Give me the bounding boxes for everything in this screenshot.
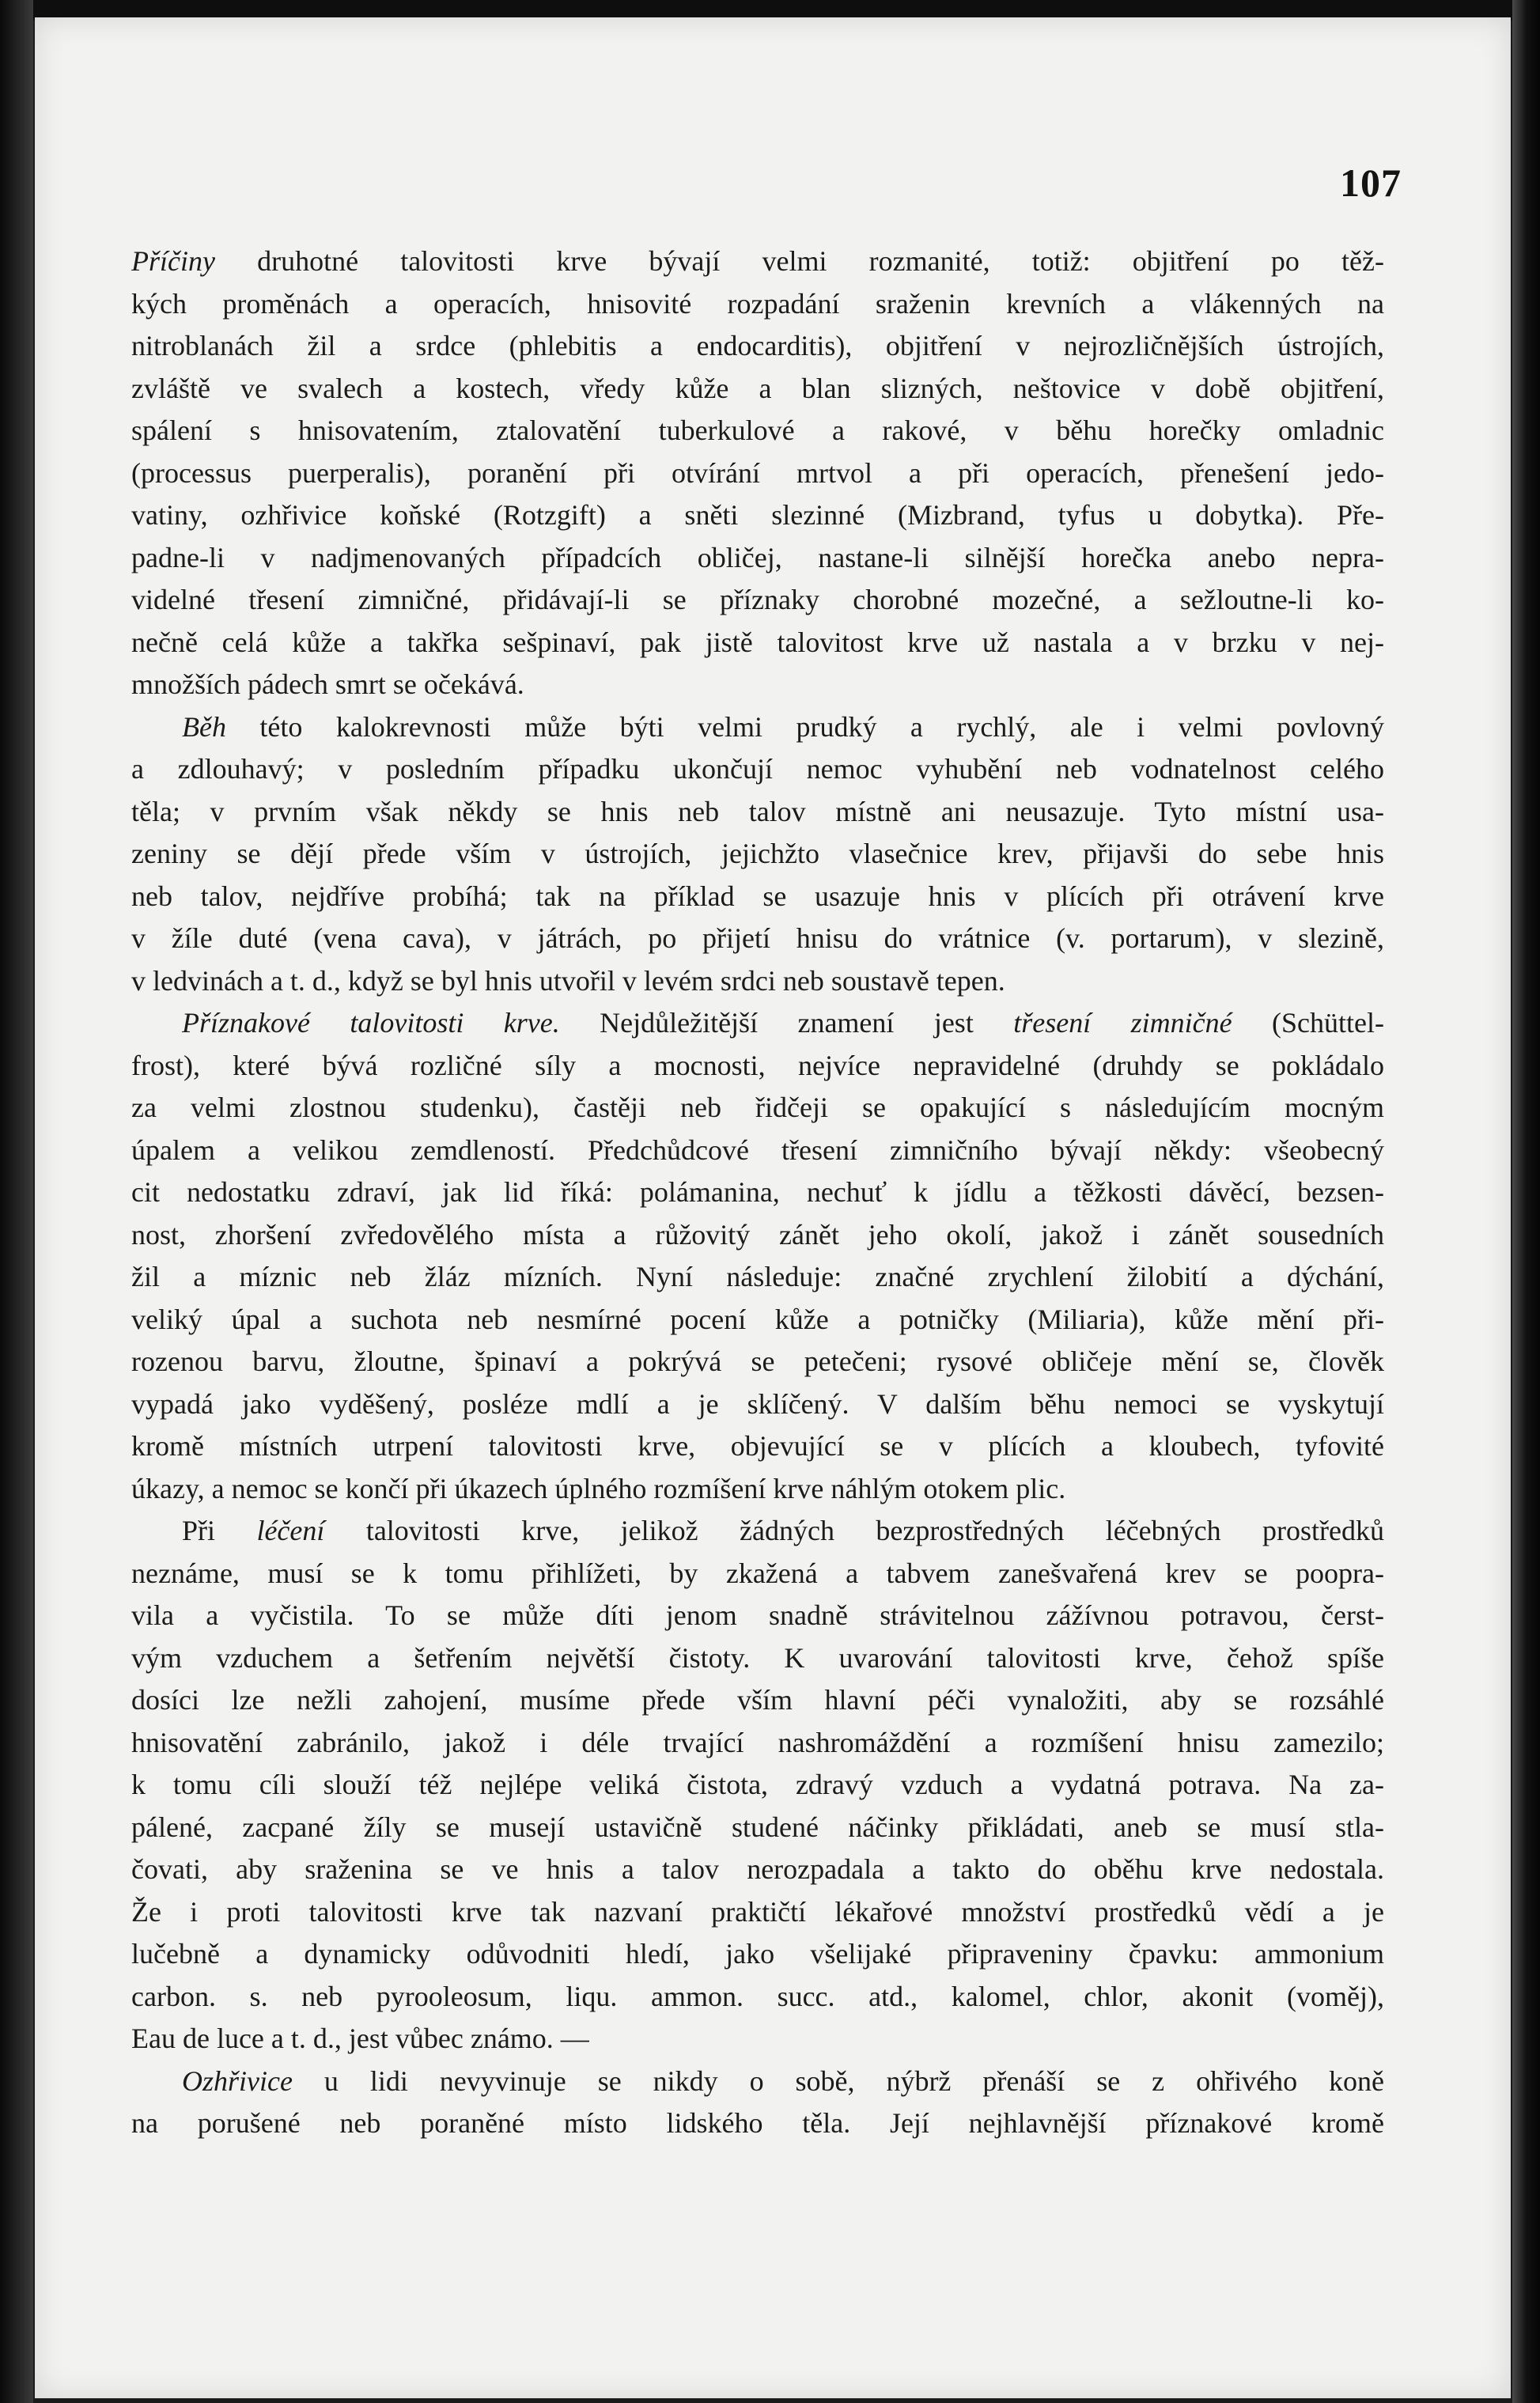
line-text: lučebně a dynamicky odůvodniti hledí, jako všelijaké připraveniny čpavku: ammonium bbox=[131, 1938, 1384, 1970]
text-line bbox=[131, 918, 1384, 960]
text-line bbox=[131, 1764, 1384, 1807]
text-line bbox=[131, 1679, 1384, 1722]
italic-term: třesení zimničné bbox=[1013, 1007, 1232, 1039]
line-text: Při bbox=[182, 1515, 257, 1546]
line-text: Že i proti talovitosti krve tak nazvaní praktičtí lékařové množství prostředků vědí a je bbox=[131, 1895, 1384, 1928]
book-page bbox=[35, 17, 1511, 2398]
italic-term: léčení bbox=[256, 1515, 325, 1546]
line-text: úpalem a velikou zemdleností. Předchůdcové třesení zimničního bývají někdy: všeobecný bbox=[131, 1133, 1384, 1166]
line-text: cit nedostatku zdraví, jak lid říká: polámanina, nechuť k jídlu a těžkosti dávěcí, bezsen- bbox=[131, 1176, 1384, 1208]
text-line bbox=[131, 1256, 1384, 1299]
text-line bbox=[131, 1807, 1384, 1849]
text-line bbox=[131, 452, 1384, 495]
line-text: úkazy, a nemoc se končí při úkazech úplného rozmíšení krve náhlým otokem plic. bbox=[131, 1472, 1066, 1504]
line-text: videlné třesení zimničné, přidávají-li se příznaky chorobné mozečné, a sežloutne-li ko- bbox=[131, 584, 1384, 615]
text-line bbox=[131, 1595, 1384, 1637]
text-line bbox=[131, 748, 1384, 791]
text-line bbox=[131, 537, 1384, 580]
text-line bbox=[131, 283, 1384, 326]
line-text: (Schüttel- bbox=[1232, 1007, 1384, 1039]
text-line bbox=[131, 1425, 1384, 1468]
line-text: vila a vyčistila. To se může díti jenom snadně strávitelnou zážívnou potravou, čerst- bbox=[131, 1599, 1384, 1631]
paragraph-beh bbox=[131, 706, 1384, 1003]
text-line bbox=[131, 1214, 1384, 1257]
line-text: za velmi zlostnou studenku), častěji neb řidčeji se opakující s následujícím mocným bbox=[131, 1092, 1384, 1123]
text-line bbox=[131, 960, 1384, 1003]
line-text: rozenou barvu, žloutne, špinaví a pokrývá se petečeni; rysové obličeje mění se, člověk bbox=[131, 1345, 1384, 1377]
line-text: pálené, zacpané žíly se musejí ustavičně studené náčinky přikládati, aneb se musí stla- bbox=[131, 1811, 1384, 1843]
line-text: nost, zhoršení zvředovělého místa a růžovitý zánět jeho okolí, jakož i zánět sousedních bbox=[131, 1218, 1384, 1251]
paragraph-priznakove bbox=[131, 1002, 1384, 1510]
line-text: na porušené neb poraněné místo lidského těla. Její nejhlavnější příznakové kromě bbox=[131, 2107, 1384, 2139]
text-line bbox=[131, 2061, 1384, 2103]
line-text: kromě místních utrpení talovitosti krve, objevující se v plících a kloubech, tyfovité bbox=[131, 1430, 1384, 1462]
line-text: a zdlouhavý; v posledním případku ukončují nemoc vyhubění neb vodnatelnost celého bbox=[131, 753, 1384, 785]
line-text: zvláště ve svalech a kostech, vředy kůže a blan slizných, neštovice v době objitření, bbox=[131, 372, 1384, 404]
text-line bbox=[131, 368, 1384, 411]
text-line bbox=[131, 579, 1384, 622]
text-line bbox=[131, 1637, 1384, 1680]
italic-term: Ozhřivice bbox=[182, 2064, 293, 2097]
text-line bbox=[131, 1171, 1384, 1214]
text-line bbox=[131, 1341, 1384, 1383]
text-line bbox=[131, 494, 1384, 537]
line-text: vým vzduchem a šetřením největší čistoty. K uvarování talovitosti krve, čehož spíše bbox=[131, 1641, 1384, 1674]
paragraph-priciny bbox=[131, 240, 1384, 706]
text-line bbox=[131, 1933, 1384, 1976]
line-text: vypadá jako vyděšený, posléze mdlí a je sklíčený. V dalším běhu nemoci se vyskytují bbox=[131, 1387, 1384, 1420]
line-text: u lidi nevyvinuje se nikdy o sobě, nýbrž přenáší se z ohřivého koně bbox=[292, 2064, 1384, 2097]
text-line bbox=[131, 1468, 1384, 1511]
line-text: talovitosti krve, jelikož žádných bezprostředných léčebných prostředků bbox=[324, 1515, 1384, 1546]
paragraph-ozhrivice bbox=[131, 2061, 1384, 2145]
line-text: (processus puerperalis), poranění při otvírání mrtvol a při operacích, přenešení jedo- bbox=[131, 456, 1384, 489]
text-line bbox=[131, 1130, 1384, 1172]
text-line bbox=[131, 1045, 1384, 1088]
text-line bbox=[131, 1087, 1384, 1130]
text-line bbox=[131, 2018, 1384, 2061]
text-line bbox=[131, 664, 1384, 706]
text-line bbox=[131, 791, 1384, 834]
line-text: Eau de luce a t. d., jest vůbec známo. — bbox=[131, 2023, 589, 2054]
text-line bbox=[131, 1849, 1384, 1891]
line-text: spálení s hnisovatením, ztalovatění tuberkulové a rakové, v běhu horečky omladnic bbox=[131, 414, 1384, 446]
line-text: v ledvinách a t. d., když se byl hnis utvořil v levém srdci neb soustavě tepen. bbox=[131, 964, 1005, 997]
line-text: těla; v prvním však někdy se hnis neb talov místně ani neusazuje. Tyto místní usa- bbox=[131, 795, 1384, 827]
text-line bbox=[131, 410, 1384, 452]
text-line bbox=[131, 622, 1384, 664]
text-body bbox=[131, 240, 1384, 2145]
line-text: zeniny se dějí přede vším v ústrojích, jejichžto vlasečnice krev, přijavši do sebe hnis bbox=[131, 838, 1384, 869]
text-line bbox=[131, 1002, 1384, 1045]
line-text: veliký úpal a suchota neb nesmírné pocení kůže a potničky (Miliaria), kůže mění při- bbox=[131, 1303, 1384, 1335]
italic-term: Příčiny bbox=[131, 245, 215, 277]
scan-border-left bbox=[0, 0, 33, 2403]
text-line bbox=[131, 1510, 1384, 1553]
line-text: padne-li v nadjmenovaných případcích obličej, nastane-li silnější horečka anebo nepra- bbox=[131, 541, 1384, 573]
line-text: dosíci lze nežli zahojení, musíme přede vším hlavní péči vynaložiti, aby se rozsáhlé bbox=[131, 1684, 1384, 1716]
line-text: neznáme, musí se k tomu přihlížeti, by zkažená a tabvem zanešvařená krev se poopra- bbox=[131, 1557, 1384, 1589]
text-line bbox=[131, 1383, 1384, 1426]
line-text: kých proměnách a operacích, hnisovité rozpadání sraženin krevních a vlákenných na bbox=[131, 287, 1384, 320]
line-text: neb talov, nejdříve probíhá; tak na příklad se usazuje hnis v plících při otrávení krve bbox=[131, 880, 1384, 912]
text-line bbox=[131, 1891, 1384, 1934]
scan-border-right bbox=[1512, 0, 1540, 2403]
text-line bbox=[131, 1976, 1384, 2019]
text-line bbox=[131, 240, 1384, 283]
text-line bbox=[131, 706, 1384, 749]
italic-term: Příznakové talovitosti krve. bbox=[182, 1007, 560, 1039]
text-line bbox=[131, 833, 1384, 876]
page-number: 107 bbox=[1340, 161, 1402, 205]
line-text: druhotné talovitosti krve bývají velmi rozmanité, totiž: objitření po těž- bbox=[214, 245, 1384, 277]
line-text: žil a míznic neb žláz mízních. Nyní následuje: značné zrychlení žilobití a dýchání, bbox=[131, 1261, 1384, 1292]
line-text: k tomu cíli slouží též nejlépe veliká čistota, zdravý vzduch a vydatná potrava. Na za- bbox=[131, 1769, 1384, 1800]
text-line bbox=[131, 876, 1384, 918]
line-text: vatiny, ozhřivice koňské (Rotzgift) a sněti slezinné (Mizbrand, tyfus u dobytka). Pře- bbox=[131, 499, 1384, 531]
text-line bbox=[131, 325, 1384, 368]
text-line bbox=[131, 2102, 1384, 2145]
text-line bbox=[131, 1553, 1384, 1595]
line-text: čovati, aby sraženina se ve hnis a talov nerozpadala a takto do oběhu krve nedostala. bbox=[131, 1853, 1384, 1885]
line-text: nitroblanách žil a srdce (phlebitis a endocarditis), objitření v nejrozličnějších ústrojích, bbox=[131, 330, 1384, 361]
line-text: této kalokrevnosti může býti velmi prudký a rychlý, ale i velmi povlovný bbox=[225, 710, 1384, 743]
line-text: hnisovatění zabránilo, jakož i déle trvající nashromáždění a rozmíšení hnisu zamezilo; bbox=[131, 1726, 1384, 1758]
line-text: množších pádech smrt se očekává. bbox=[131, 668, 524, 700]
line-text: nečně celá kůže a takřka sešpinaví, pak jistě talovitost krve už nastala a v brzku v nej- bbox=[131, 626, 1384, 658]
line-text: frost), které bývá rozličné síly a mocnosti, nejvíce nepravidelné (druhdy se pokládalo bbox=[131, 1049, 1384, 1081]
line-text: carbon. s. neb pyrooleosum, liqu. ammon. succ. atd., kalomel, chlor, akonit (voměj), bbox=[131, 1980, 1384, 2012]
paragraph-leceni bbox=[131, 1510, 1384, 2061]
text-line bbox=[131, 1299, 1384, 1342]
text-line bbox=[131, 1722, 1384, 1765]
italic-term: Běh bbox=[182, 710, 226, 743]
line-text: Nejdůležitější znamení jest bbox=[559, 1007, 1014, 1039]
line-text: v žíle duté (vena cava), v játrách, po přijetí hnisu do vrátnice (v. portarum), v slezině, bbox=[131, 922, 1384, 954]
